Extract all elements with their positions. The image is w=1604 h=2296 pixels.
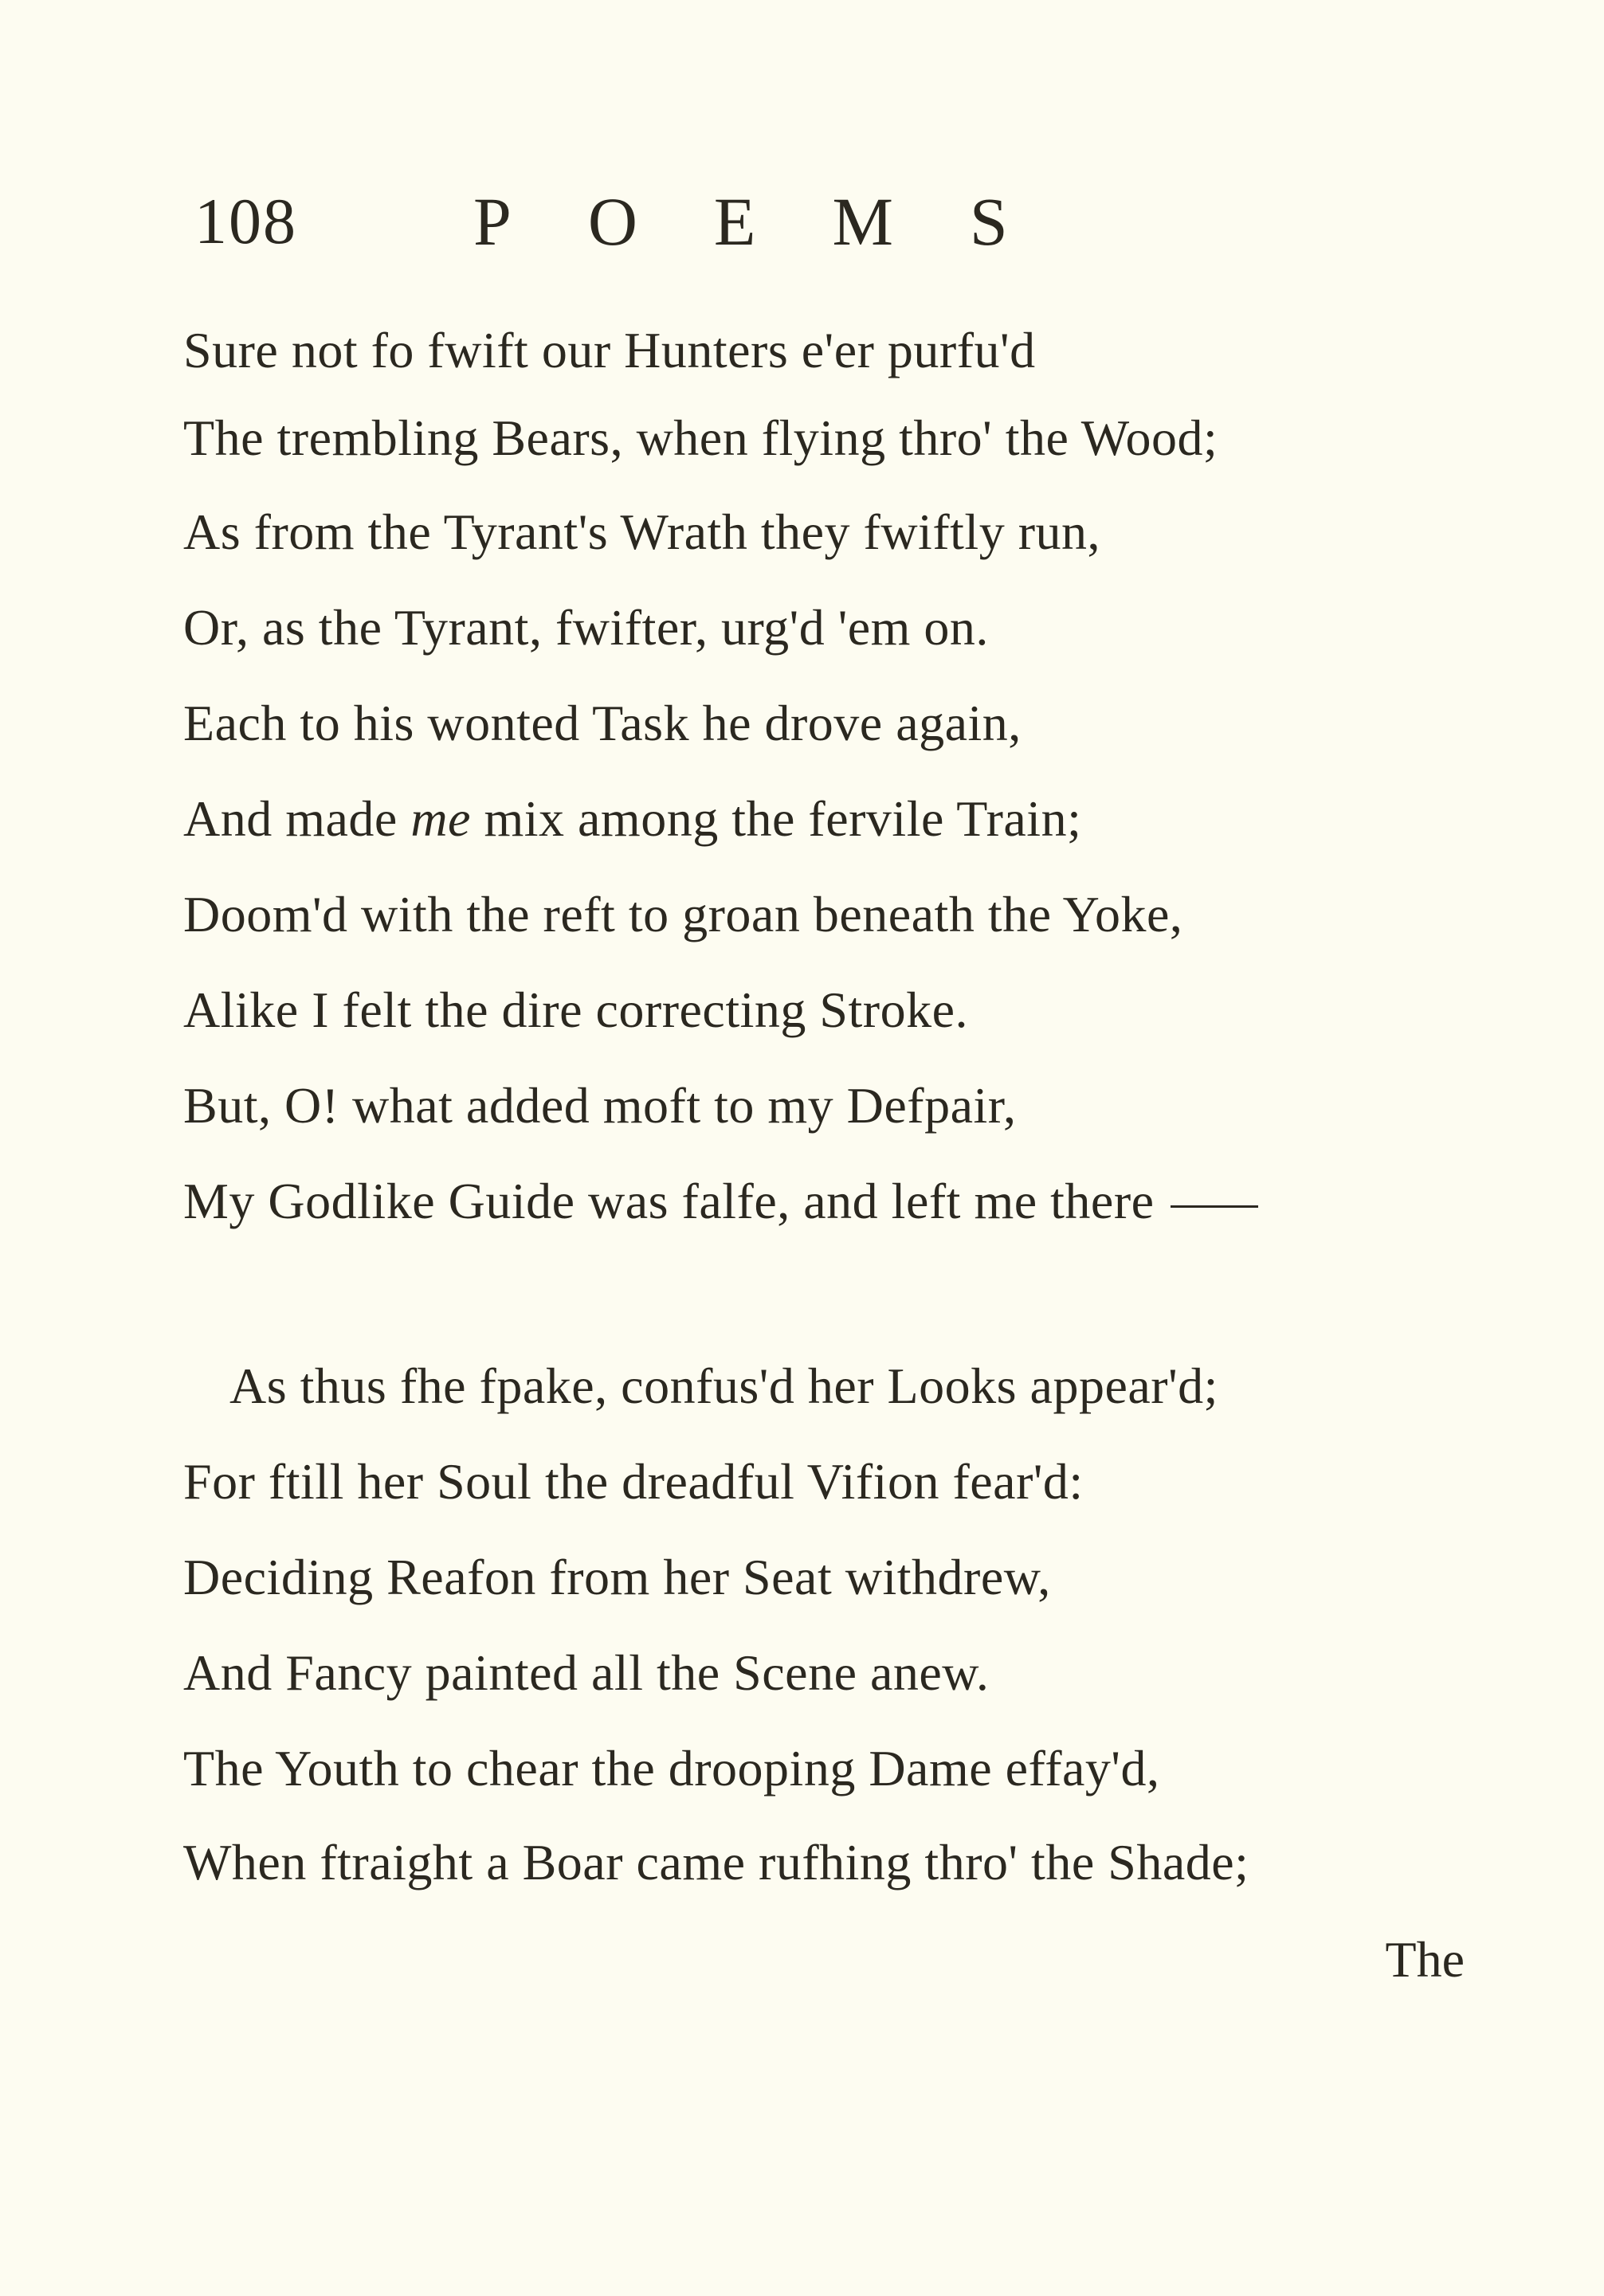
verse-line: As from the Tyrant's Wrath they fwiftly run,	[183, 503, 1100, 560]
verse-line: Alike I felt the dire correcting Stroke.	[183, 981, 968, 1038]
verse-line: Doom'd with the reft to groan beneath the Yoke,	[183, 886, 1183, 942]
verse-text: My Godlike Guide was falfe, and left me there	[183, 1173, 1155, 1229]
verse-emphasis: me	[410, 790, 471, 847]
verse-line: And Fancy painted all the Scene anew.	[183, 1644, 990, 1701]
verse-text: And made	[183, 790, 411, 847]
em-dash-rule	[1171, 1205, 1258, 1208]
verse-line: When ftraight a Boar came rufhing thro' the Shade;	[183, 1834, 1249, 1890]
catchword: The	[1385, 1931, 1465, 1988]
verse-line	[183, 1170, 1258, 1233]
verse-line: For ftill her Soul the dreadful Vifion fear'd:	[183, 1453, 1084, 1510]
verse-line: Each to his wonted Task he drove again,	[183, 695, 1022, 751]
verse-line: But, O! what added moft to my Defpair,	[183, 1077, 1017, 1134]
verse-line: As thus fhe fpake, confus'd her Looks appear'd;	[229, 1358, 1218, 1414]
running-title: POEMS	[473, 183, 1084, 260]
verse-text: mix among the fervile Train;	[470, 790, 1082, 847]
verse-line: Or, as the Tyrant, fwifter, urg'd 'em on.	[183, 599, 989, 656]
verse-line: The Youth to chear the drooping Dame effay'd,	[183, 1740, 1160, 1796]
verse-line: Deciding Reafon from her Seat withdrew,	[183, 1549, 1051, 1605]
verse-line: The trembling Bears, when flying thro' the Wood;	[183, 409, 1218, 466]
verse-line	[183, 787, 1081, 851]
verse-line: Sure not fo fwift our Hunters e'er purfu'd	[183, 322, 1036, 378]
page-number: 108	[194, 185, 297, 257]
